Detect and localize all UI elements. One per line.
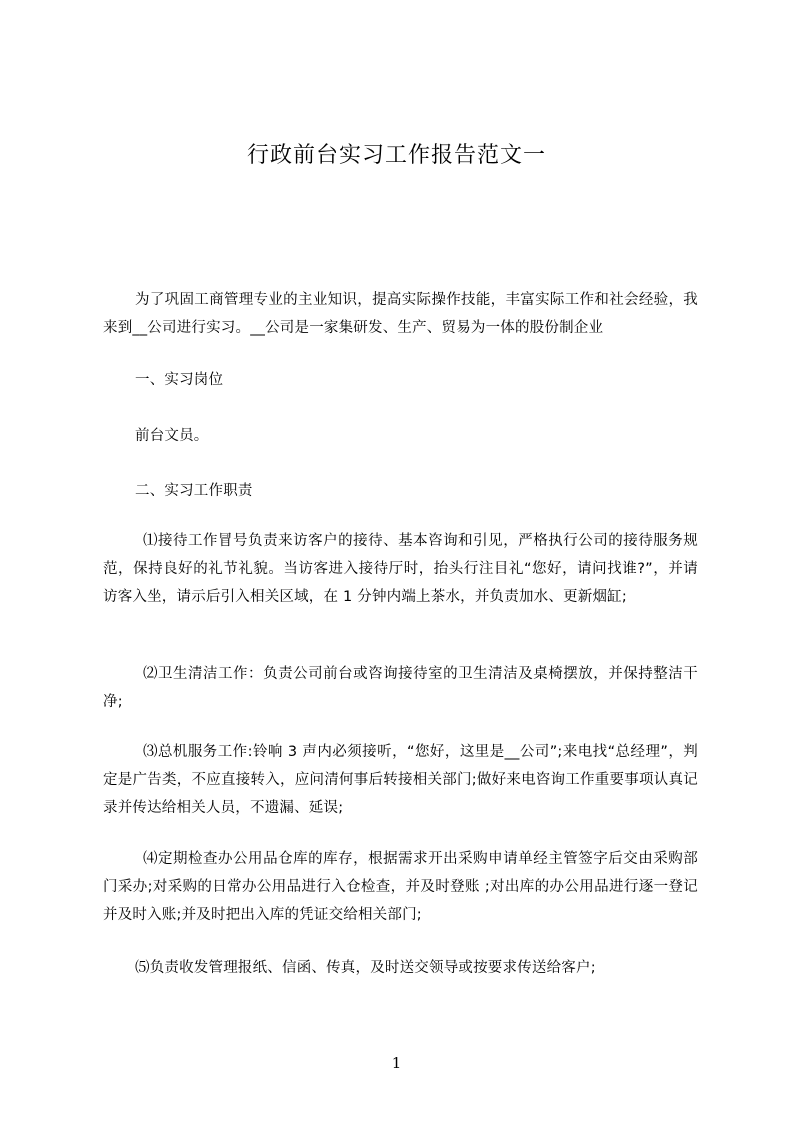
duty-item-cleaning: ⑵卫生清洁工作：负责公司前台或咨询接待室的卫生清洁及桌椅摆放，并保持整洁干净;	[103, 666, 698, 710]
duty-item-supplies: ⑷定期检查办公用品仓库的库存，根据需求开出采购申请单经主管签字后交由采购部门采办;对采购的日常办公用品进行入仓检查，并及时登账 ;对出库的办公用品进行逐一登记并及时入账;并及时把出入库的凭证交给相关部门;	[103, 851, 698, 923]
section-heading-internship-position: 一、实习岗位	[135, 372, 224, 388]
duty-item-switchboard: ⑶总机服务工作:铃响 3 声内必须接听，“您好，这里是__公司”;来电找“总经理”，判定是广告类，不应直接转入，应问清何事后转接相关部门;做好来电咨询工作重要事项认真记录并传达给相关人员，不遗漏、延误;	[103, 744, 698, 816]
document-title: 行政前台实习工作报告范文一	[246, 143, 546, 168]
page-number: 1	[391, 1054, 402, 1072]
duty-item-mail: ⑸负责收发管理报纸、信函、传真，及时送交领导或按要求传送给客户;	[135, 960, 596, 976]
intro-paragraph: 为了巩固工商管理专业的主业知识，提高实际操作技能，丰富实际工作和社会经验，我来到__公司进行实习。__公司是一家集研发、生产、贸易为一体的股份制企业	[103, 292, 698, 336]
section-heading-duties: 二、实习工作职责	[135, 483, 253, 499]
internship-position-text: 前台文员。	[135, 428, 209, 444]
duty-item-reception: ⑴接待工作冒号负责来访客户的接待、基本咨询和引见，严格执行公司的接待服务规范，保持良好的礼节礼貌。当访客进入接待厅时，抬头行注目礼“您好，请问找谁?”，并请访客入坐，请示后引入相关区域，在 1 分钟内端上茶水，并负责加水、更新烟缸;	[103, 533, 698, 605]
